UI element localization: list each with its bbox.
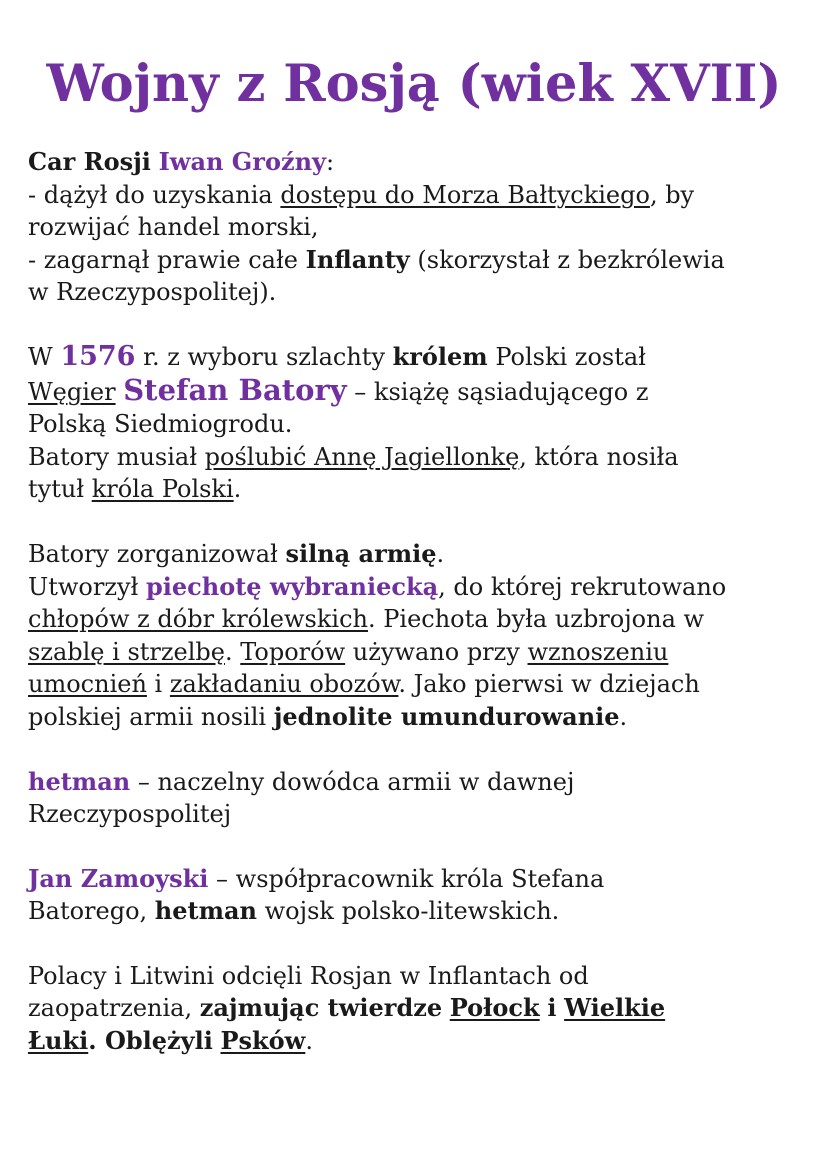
- paragraph-hetman-definition: [28, 766, 813, 831]
- line: [28, 766, 813, 799]
- line: [28, 441, 813, 474]
- text-highlight: 1576: [60, 340, 136, 372]
- text: wojsk polsko-litewskich.: [264, 897, 560, 926]
- text: . Piechota była uzbrojona w: [367, 605, 705, 634]
- text: używano przy: [352, 637, 520, 666]
- text: .: [305, 1027, 313, 1056]
- text: , która nosiła: [519, 442, 679, 471]
- text: w Rzeczypospolitej).: [28, 278, 277, 307]
- text-bold-underlined: Łuki: [28, 1026, 89, 1056]
- line: [28, 960, 813, 993]
- line: [28, 1025, 813, 1058]
- text-bold: jednolite umundurowanie: [273, 701, 620, 731]
- text: zaopatrzenia,: [28, 994, 193, 1023]
- paragraph-batory: [28, 341, 813, 506]
- text: Polską Siedmiogrodu.: [28, 410, 293, 439]
- text: rozwijać handel morski,: [28, 213, 319, 242]
- line: [28, 341, 813, 374]
- text: .: [224, 637, 233, 666]
- line: [28, 408, 813, 441]
- text-underlined: dostępu do Morza Bałtyckiego: [280, 180, 650, 209]
- line: [28, 571, 813, 604]
- text: W: [28, 342, 53, 371]
- text: Polski został: [495, 342, 646, 371]
- text-highlight: Jan Zamoyski: [28, 863, 209, 893]
- text-highlight: hetman: [28, 766, 131, 796]
- text: Batory musiał: [28, 442, 197, 471]
- text-bold: silną armię: [285, 538, 437, 568]
- text: . Jako pierwsi w dziejach: [398, 670, 700, 699]
- line: [28, 863, 813, 896]
- text-highlight: Stefan Batory: [123, 372, 347, 407]
- text-bold-underlined: Psków: [220, 1026, 306, 1056]
- line: [28, 636, 813, 669]
- text-underlined: Węgier: [28, 377, 116, 406]
- paragraph-ivan: [28, 146, 813, 309]
- text: Batory zorganizował: [28, 539, 278, 568]
- text-highlight: Iwan Groźny: [158, 147, 326, 176]
- line: [28, 276, 813, 309]
- text-underlined: poślubić Annę Jagiellonkę: [204, 442, 520, 471]
- line: [28, 895, 813, 928]
- line: [28, 146, 813, 179]
- text: - zagarnął prawie całe: [28, 245, 298, 274]
- text: .: [619, 702, 628, 731]
- text: Polacy i Litwini odcięli Rosjan w Inflantach od: [28, 961, 589, 990]
- text: – książę sąsiadującego z: [354, 377, 649, 406]
- text-bold: Car Rosji: [28, 147, 151, 176]
- text-bold: zajmując twierdze: [199, 993, 443, 1023]
- text: .: [233, 475, 242, 504]
- text: Batorego,: [28, 897, 148, 926]
- line: [28, 603, 813, 636]
- line: [28, 798, 813, 831]
- text: – współpracownik króla Stefana: [216, 864, 605, 893]
- text-underlined: chłopów z dóbr królewskich: [28, 605, 368, 634]
- paragraph-zamoyski: [28, 863, 813, 928]
- text-underlined: zakładaniu obozów: [169, 670, 399, 699]
- text: – naczelny dowódca armii w dawnej: [137, 767, 575, 796]
- text-bold: i: [547, 993, 557, 1023]
- line: [28, 179, 813, 212]
- text: Utworzył: [28, 572, 139, 601]
- line: [28, 211, 813, 244]
- text-underlined: szablę i strzelbę: [28, 637, 225, 666]
- line: [28, 374, 813, 409]
- line: [28, 473, 813, 506]
- text-underlined: króla Polski: [91, 475, 234, 504]
- text-underlined: wznoszeniu: [527, 637, 669, 666]
- text: .: [436, 539, 445, 568]
- paragraph-army: [28, 538, 813, 734]
- text: Rzeczypospolitej: [28, 800, 232, 829]
- text-underlined: Toporów: [240, 637, 346, 666]
- text: polskiej armii nosili: [28, 702, 267, 731]
- line: [28, 992, 813, 1025]
- line: [28, 701, 813, 734]
- text: , do której rekrutowano: [438, 572, 727, 601]
- line: [28, 244, 813, 277]
- text-bold-underlined: Połock: [449, 993, 540, 1023]
- text-bold: hetman: [154, 896, 257, 926]
- line: [28, 538, 813, 571]
- line: [28, 668, 813, 701]
- text-bold-underlined: Wielkie: [564, 993, 666, 1023]
- text-bold: Inflanty: [305, 244, 410, 274]
- paragraph-campaign: [28, 960, 813, 1058]
- text: (skorzystał z bezkrólewia: [417, 245, 725, 274]
- note-content: [28, 146, 813, 1058]
- text-underlined: umocnień: [28, 670, 147, 699]
- text-bold: królem: [392, 341, 488, 371]
- text: , by: [649, 180, 695, 209]
- text: i: [154, 670, 163, 699]
- page-title: Wojny z Rosją (wiek XVII): [46, 54, 782, 114]
- text: r. z wyboru szlachty: [143, 342, 385, 371]
- text: tytuł: [28, 475, 85, 504]
- text: :: [325, 148, 335, 176]
- text-bold: . Oblężyli: [88, 1026, 213, 1056]
- text: - dążył do uzyskania: [28, 180, 273, 209]
- text-highlight: piechotę wybraniecką: [145, 571, 439, 601]
